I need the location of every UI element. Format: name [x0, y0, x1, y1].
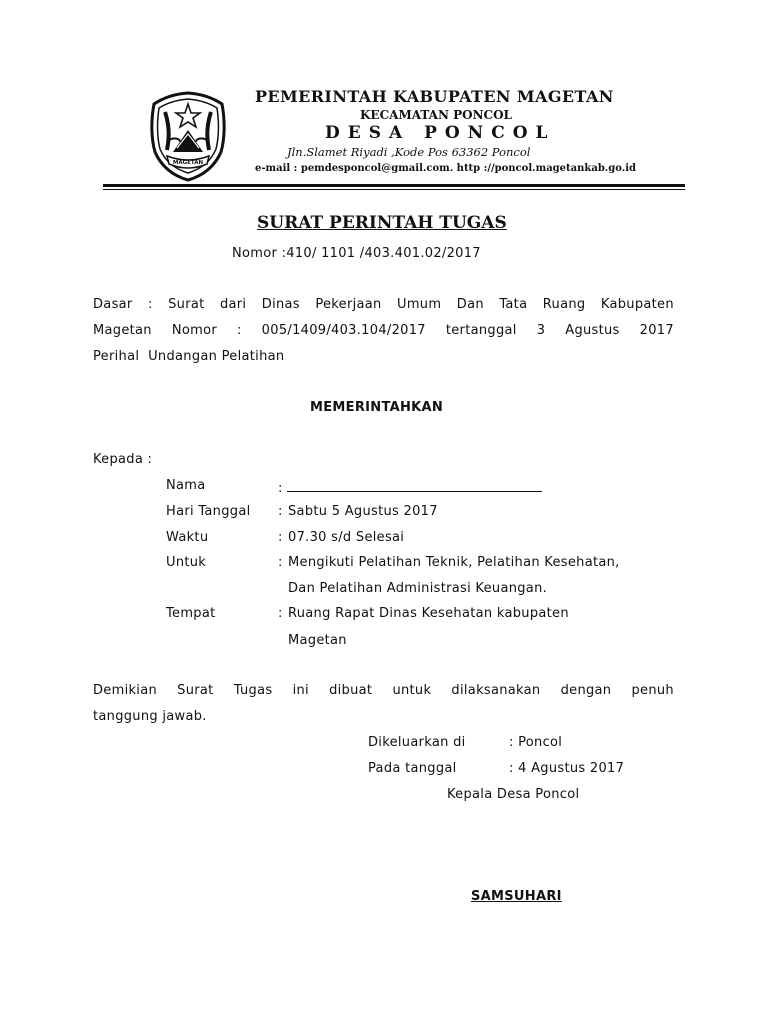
tempat-value-line-2: Magetan: [288, 633, 347, 648]
closing-line-1: Demikian Surat Tugas ini dibuat untuk dilaksanakan dengan penuh: [93, 683, 674, 698]
untuk-value-line-1: Mengikuti Pelatihan Teknik, Pelatihan Kesehatan,: [288, 555, 620, 570]
hari-tanggal-value: Sabtu 5 Agustus 2017: [288, 504, 438, 519]
issued-date-label: Pada tanggal: [368, 761, 457, 776]
tempat-label: Tempat: [166, 606, 216, 621]
document-number: Nomor :410/ 1101 /403.401.02/2017: [232, 246, 481, 261]
letterhead-address: Jln.Slamet Riyadi ,Kode Pos 63362 Poncol: [287, 145, 531, 159]
dasar-line-2: Magetan Nomor : 005/1409/403.104/2017 tertanggal 3 Agustus 2017: [93, 323, 674, 338]
untuk-value-line-2: Dan Pelatihan Administrasi Keuangan.: [288, 581, 548, 596]
signer-position: Kepala Desa Poncol: [447, 787, 580, 802]
kepada-label: Kepada :: [93, 452, 153, 467]
nama-colon: :: [278, 481, 283, 496]
waktu-label: Waktu: [166, 530, 209, 545]
waktu-colon: :: [278, 530, 283, 545]
letterhead-contact: e-mail : pemdesponcol@gmail.com. http ://poncol.magetankab.go.id: [255, 163, 637, 174]
untuk-label: Untuk: [166, 555, 207, 570]
hari-tanggal-colon: :: [278, 504, 283, 519]
magetan-regency-emblem: [147, 90, 229, 182]
letterhead-government: PEMERINTAH KABUPATEN MAGETAN: [255, 87, 614, 106]
emblem-label: MAGETAN: [172, 160, 204, 166]
letterhead-rule-thin: [103, 189, 685, 190]
letterhead-rule-thick: [103, 184, 685, 187]
order-heading: MEMERINTAHKAN: [310, 400, 444, 415]
issued-place-value: : Poncol: [509, 735, 563, 750]
document-title: SURAT PERINTAH TUGAS: [257, 213, 507, 233]
nama-label: Nama: [166, 478, 206, 493]
signer-name: SAMSUHARI: [471, 889, 562, 904]
letterhead-district: KECAMATAN PONCOL: [360, 108, 512, 122]
nama-value: [278, 478, 542, 496]
dasar-line-3: Perihal Undangan Pelatihan: [93, 349, 285, 364]
waktu-value: 07.30 s/d Selesai: [288, 530, 405, 545]
issued-place-label: Dikeluarkan di: [368, 735, 466, 750]
tempat-value-line-1: Ruang Rapat Dinas Kesehatan kabupaten: [288, 606, 569, 621]
tempat-colon: :: [278, 606, 283, 621]
closing-line-2: tanggung jawab.: [93, 709, 207, 724]
nama-blank-line: [287, 478, 542, 492]
letterhead-village: DESA PONCOL: [325, 123, 556, 143]
untuk-colon: :: [278, 555, 283, 570]
issued-date-value: : 4 Agustus 2017: [509, 761, 625, 776]
dasar-line-1: Dasar : Surat dari Dinas Pekerjaan Umum Dan Tata Ruang Kabupaten: [93, 297, 674, 312]
hari-tanggal-label: Hari Tanggal: [166, 504, 251, 519]
